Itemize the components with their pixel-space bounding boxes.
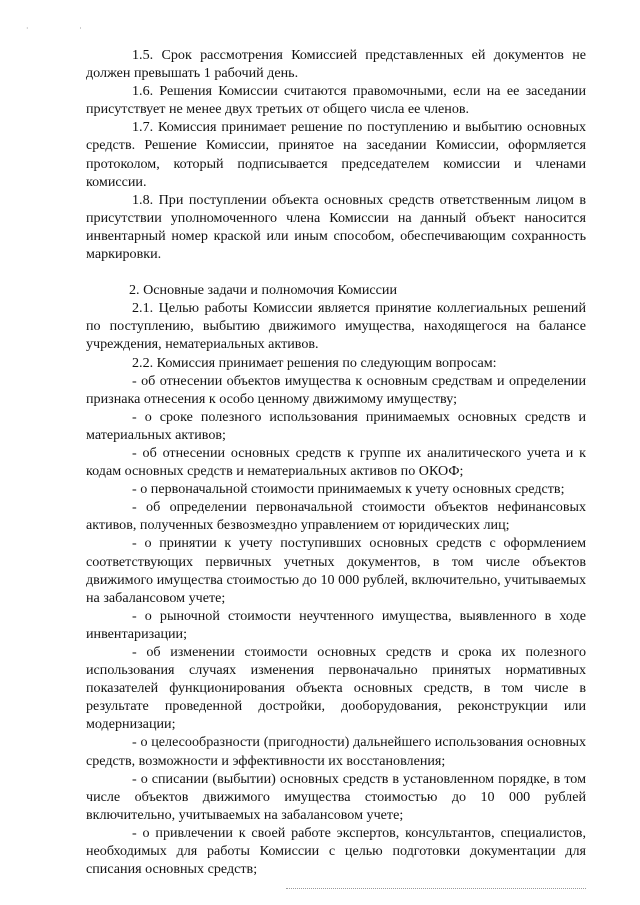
- section-heading: 2. Основные задачи и полномочия Комиссии: [129, 282, 397, 299]
- list-item: - об отнесении объектов имущества к основным средствам и определении признака отнесения к особо ценному движимому имуществу;: [86, 372, 586, 407]
- list-item: - о сроке полезного использования принимаемых основных средств и материальных активов;: [86, 408, 586, 443]
- list-item: - о целесообразности (пригодности) дальнейшего использования основных средств, возможности и эффективности их восстановления;: [86, 734, 586, 769]
- list-item: - о рыночной стоимости неучтенного имущества, выявленного в ходе инвентаризации;: [86, 607, 586, 642]
- scan-marks: · ·: [26, 24, 106, 33]
- list-item: - об определении первоначальной стоимости объектов нефинансовых активов, полученных безвозмездно управлением от юридических лиц;: [86, 499, 586, 534]
- paragraph-1-8: 1.8. При поступлении объекта основных средств ответственным лицом в присутствии уполномоченного члена Комиссии на данный объект наносится инвентарный номер краской или иным способом, обеспечивающим сохранность маркировки.: [86, 191, 586, 263]
- paragraph-1-7: 1.7. Комиссия принимает решение по поступлению и выбытию основных средств. Решение Комиссии, принятое на заседании Комиссии, оформляется протоколом, который подписывается председателем комиссии и членами комиссии.: [86, 119, 586, 190]
- paragraph-2-1: 2.1. Целью работы Комиссии является принятие коллегиальных решений по поступлению, выбытию движимого имущества, находящегося на балансе учреждения, нематериальных активов.: [86, 300, 586, 353]
- list-item: - о списании (выбытии) основных средств в установленном порядке, в том числе объектов движимого имущества стоимостью до 10 000 рублей включительно, учитываемых на забалансовом учете;: [86, 770, 586, 823]
- list-item: - об изменении стоимости основных средств и срока их полезного использования случаях изменения первоначально принятых нормативных показателей функционирования объекта основных средств, в том числе в результате проведенной достройки, дооборудования, реконструкции или модернизации;: [86, 644, 586, 733]
- paragraph-2-2: 2.2. Комиссия принимает решения по следующим вопросам:: [132, 354, 497, 371]
- paragraph-1-6: 1.6. Решения Комиссии считаются правомочными, если на ее заседании присутствует не менее двух третьих от общего числа ее членов.: [86, 83, 586, 118]
- list-item: - о привлечении к своей работе экспертов, консультантов, специалистов, необходимых для работы Комиссии с целью подготовки документации для списания основных средств;: [86, 824, 586, 878]
- list-item: - об отнесении основных средств к группе их аналитического учета и к кодам основных средств и нематериальных активов по ОКОФ;: [86, 444, 586, 480]
- list-item: - о принятии к учету поступивших основных средств с оформлением соответствующих первичных учетных документов, в том числе объектов движимого имущества стоимостью до 10 000 рублей, включительно, учитываемых на забалансовом учете;: [86, 535, 586, 606]
- list-item: - о первоначальной стоимости принимаемых к учету основных средств;: [132, 481, 565, 498]
- paragraph-1-5: 1.5. Срок рассмотрения Комиссией представленных ей документов не должен превышать 1 рабочий день.: [86, 47, 586, 82]
- footer-divider: [286, 888, 586, 889]
